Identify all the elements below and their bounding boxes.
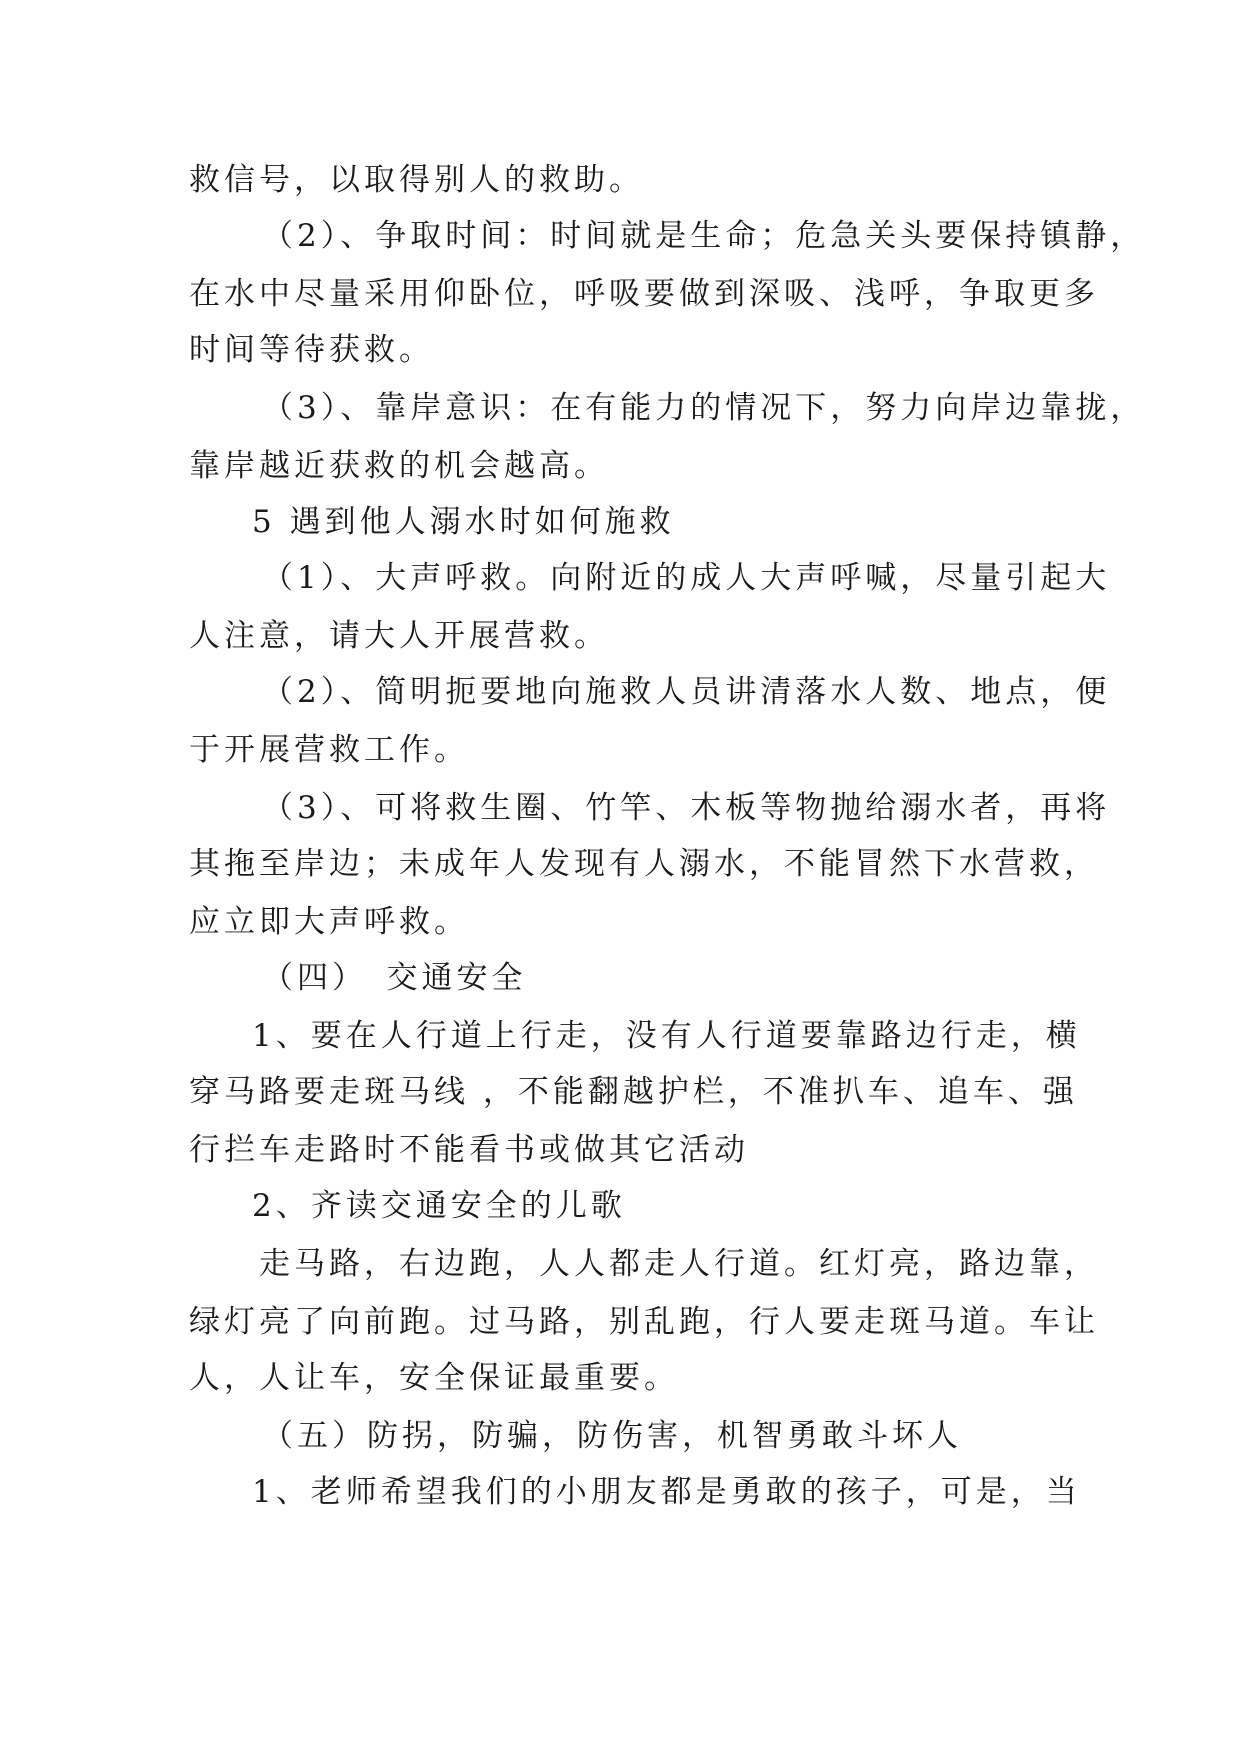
section-heading-5: 5 遇到他人溺水时如何施救 <box>252 504 675 540</box>
text-line-18: 行拦车走路时不能看书或做其它活动 <box>189 1132 749 1168</box>
text-line-14: 应立即大声呼救。 <box>189 904 469 940</box>
text-line-3: 在水中尽量采用仰卧位，呼吸要做到深吸、浅呼，争取更多 <box>189 276 1099 312</box>
text-line-17: 穿马路要走斑马线 ，不能翻越护栏，不准扒车、追车、强 <box>189 1074 1078 1110</box>
text-line-2: （2）、争取时间：时间就是生命；危急关头要保持镇静， <box>262 218 1146 254</box>
text-line-9: 人注意，请大人开展营救。 <box>189 618 609 654</box>
text-line-1: 救信号，以取得别人的救助。 <box>189 162 644 198</box>
text-line-8: （1）、大声呼救。向附近的成人大声呼喊，尽量引起大 <box>262 560 1111 596</box>
text-line-10: （2）、简明扼要地向施救人员讲清落水人数、地点，便 <box>262 674 1111 710</box>
text-line-16: 1、要在人行道上行走，没有人行道要靠路边行走，横 <box>252 1018 1081 1054</box>
text-line-12: （3）、可将救生圈、竹竿、木板等物抛给溺水者，再将 <box>262 790 1111 826</box>
text-line-21: 绿灯亮了向前跑。过马路，别乱跑，行人要走斑马道。车让 <box>189 1304 1099 1340</box>
text-line-13: 其拖至岸边；未成年人发现有人溺水，不能冒然下水营救， <box>189 846 1099 882</box>
text-line-24: 1、老师希望我们的小朋友都是勇敢的孩子，可是，当 <box>252 1474 1081 1510</box>
text-line-11: 于开展营救工作。 <box>189 732 469 768</box>
text-line-6: 靠岸越近获救的机会越高。 <box>189 448 609 484</box>
text-line-19: 2、齐读交通安全的儿歌 <box>252 1188 626 1224</box>
section-heading-4: （四） 交通安全 <box>262 960 527 996</box>
text-line-22: 人，人让车，安全保证最重要。 <box>189 1360 679 1396</box>
text-line-5: （3）、靠岸意识：在有能力的情况下，努力向岸边靠拢， <box>262 390 1146 426</box>
section-heading-5-safety: （五）防拐，防骗，防伤害，机智勇敢斗坏人 <box>262 1418 962 1454</box>
text-line-4: 时间等待获救。 <box>189 332 434 368</box>
text-line-20: 走马路，右边跑，人人都走人行道。红灯亮，路边靠， <box>259 1246 1099 1282</box>
